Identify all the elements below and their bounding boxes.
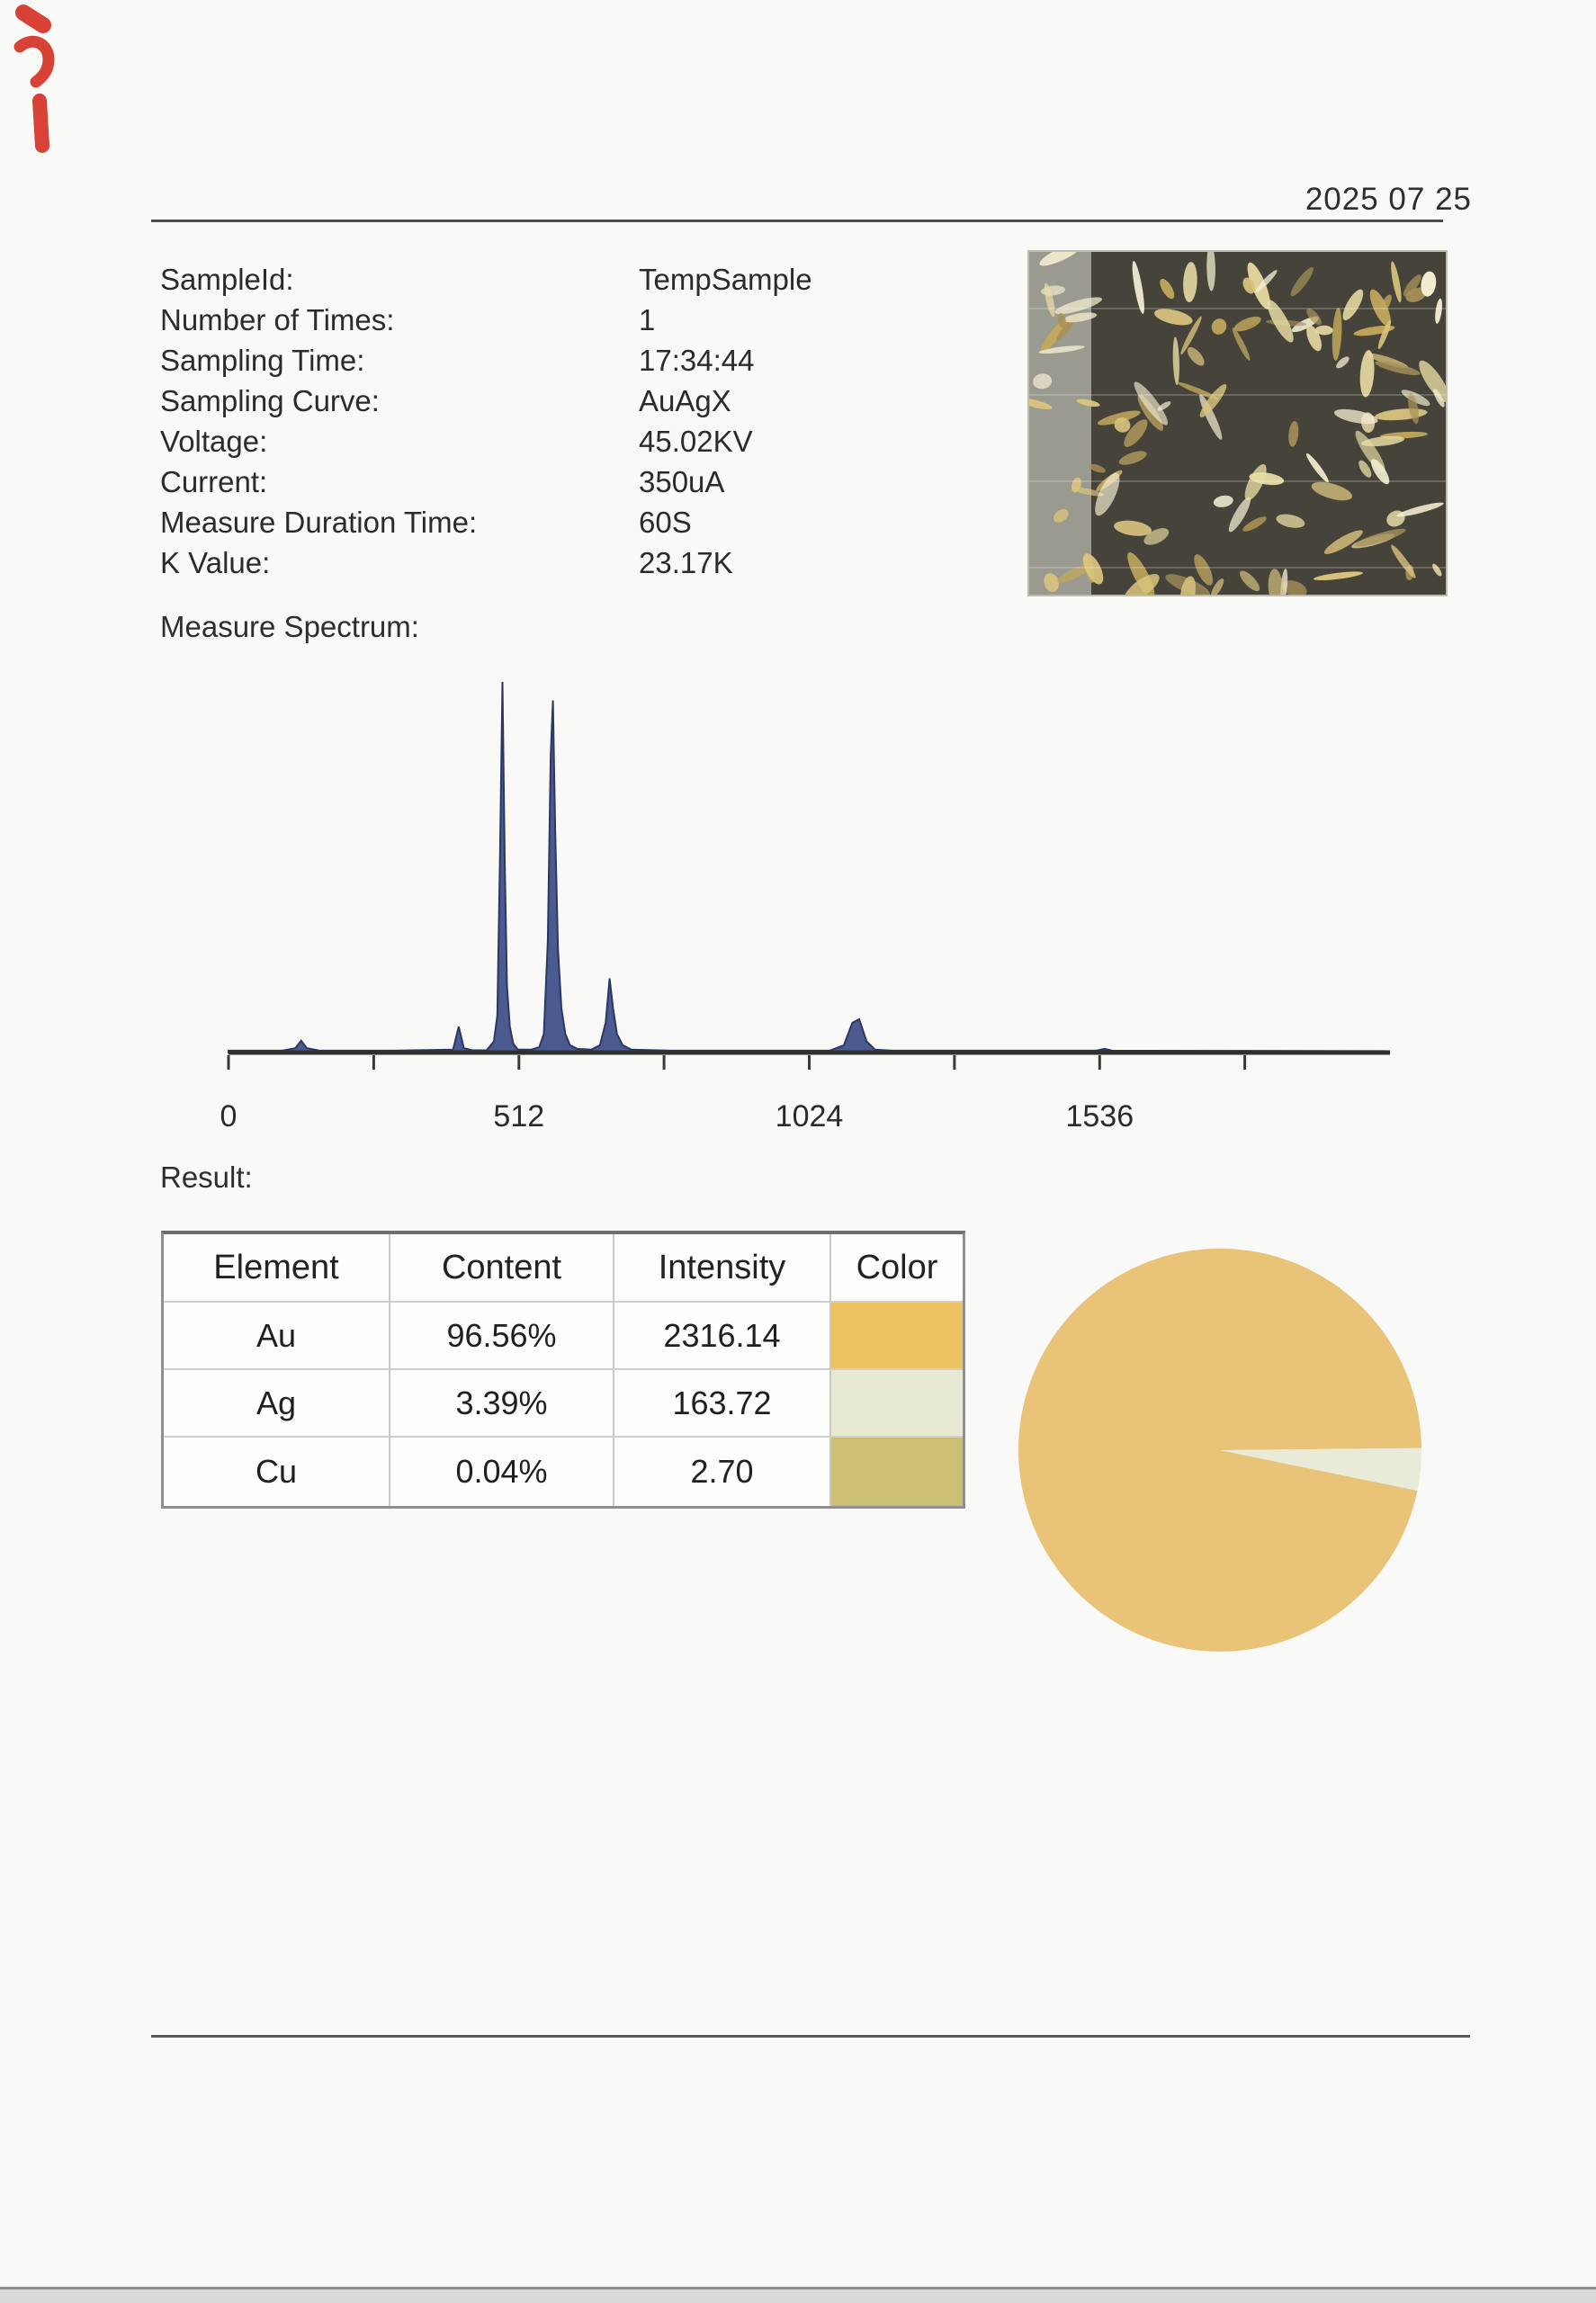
pie-slice-cu xyxy=(1220,1450,1417,1492)
gold-scrap-piece xyxy=(1142,524,1171,548)
gold-scrap-piece xyxy=(1042,282,1057,318)
gold-scrap-piece xyxy=(1241,514,1268,533)
table-cell-intensity: 2316.14 xyxy=(614,1303,831,1370)
gold-scrap-piece xyxy=(1414,356,1455,406)
gold-scrap-piece xyxy=(1241,461,1270,504)
gold-scrap-piece xyxy=(1315,325,1333,335)
info-row xyxy=(160,300,812,340)
info-row xyxy=(160,502,812,542)
gold-scrap-piece xyxy=(1076,398,1100,408)
info-value: 23.17K xyxy=(639,546,733,579)
table-header-element: Element xyxy=(164,1234,390,1303)
gold-scrap-piece xyxy=(1152,306,1194,328)
gold-scrap-piece xyxy=(1357,458,1375,479)
gold-scrap-piece xyxy=(1130,379,1172,429)
sample-photo-background xyxy=(1028,251,1447,596)
gold-scrap-piece xyxy=(1117,448,1148,468)
gold-scrap-piece xyxy=(1304,323,1325,353)
info-value: 60S xyxy=(639,506,692,539)
gold-scrap-piece xyxy=(1401,273,1424,300)
gold-scrap-piece xyxy=(1367,351,1410,371)
gold-scrap-piece xyxy=(1366,287,1394,329)
x-axis-labels xyxy=(220,1099,1134,1134)
color-swatch-ag xyxy=(831,1370,963,1438)
gold-scrap-piece xyxy=(1081,551,1097,584)
gold-scrap-piece xyxy=(1263,297,1298,345)
spectrum-section-title: Measure Spectrum: xyxy=(160,610,419,643)
gold-scrap-piece xyxy=(1120,569,1163,607)
table-header-intensity: Intensity xyxy=(614,1234,831,1303)
info-value: 17:34:44 xyxy=(639,344,755,377)
x-axis-ticks xyxy=(229,1055,1245,1070)
gold-scrap-piece xyxy=(1403,284,1429,305)
gold-scrap-piece xyxy=(1041,284,1066,297)
red-ink-stroke xyxy=(23,13,43,25)
gold-scrap-piece xyxy=(1055,560,1096,586)
gold-scrap-piece xyxy=(1088,462,1107,474)
footer-rule xyxy=(151,2035,1470,2038)
gold-scrap-piece xyxy=(1360,435,1404,448)
gold-scrap-piece xyxy=(1334,354,1351,370)
gold-scrap-piece xyxy=(1172,336,1180,385)
info-value: AuAgX xyxy=(639,384,731,417)
info-label: Sampling Time: xyxy=(160,344,365,377)
gold-scrap-piece xyxy=(1032,372,1053,390)
gold-scrap-piece xyxy=(1157,277,1177,301)
gold-scrap-piece xyxy=(1054,313,1080,343)
gold-scrap-piece xyxy=(1353,525,1407,550)
gold-scrap-piece xyxy=(1400,387,1432,408)
table-cell-intensity: 163.72 xyxy=(614,1370,831,1438)
gold-scrap-piece xyxy=(1190,551,1216,587)
table-header-color: Color xyxy=(831,1234,963,1303)
gold-scrap-piece xyxy=(1254,268,1279,294)
gold-scrap-piece xyxy=(1057,312,1067,328)
sample-photo-border xyxy=(1028,251,1447,596)
gold-scrap-piece xyxy=(1243,260,1275,312)
composition-pie-chart xyxy=(1018,1249,1421,1652)
gold-scrap-piece xyxy=(1367,456,1392,487)
pie-slice-au xyxy=(1018,1249,1421,1652)
info-row xyxy=(160,340,812,381)
info-label: Measure Duration Time: xyxy=(160,506,478,539)
spectrum-chart xyxy=(220,682,1390,1134)
info-label: Current: xyxy=(160,465,268,498)
gold-scrap-piece xyxy=(1225,495,1254,534)
gold-scrap-piece xyxy=(1358,350,1376,399)
gold-scrap-piece xyxy=(1267,569,1284,608)
gold-scrap-piece xyxy=(1038,317,1071,354)
gold-scrap-piece xyxy=(1097,408,1142,428)
x-axis-label: 0 xyxy=(220,1099,238,1134)
gold-scrap-piece xyxy=(1395,500,1444,519)
gold-scrap-piece xyxy=(1038,344,1085,355)
gold-scrap-piece xyxy=(1375,407,1428,422)
gold-scrap-piece xyxy=(1351,427,1390,476)
info-value: 1 xyxy=(639,303,656,336)
gold-scrap-piece xyxy=(1113,518,1152,538)
gold-scrap-piece xyxy=(1378,293,1394,315)
gold-scrap-piece xyxy=(1206,245,1215,291)
info-label: SampleId: xyxy=(160,263,294,296)
table-cell-element: Ag xyxy=(164,1370,390,1438)
gold-scrap-piece xyxy=(1353,324,1395,338)
gold-scrap-piece xyxy=(1130,260,1147,314)
gold-scrap-piece xyxy=(1241,275,1258,295)
report-date: 2025 07 25 xyxy=(1305,182,1472,217)
info-row xyxy=(160,381,812,421)
info-label: K Value: xyxy=(160,546,271,579)
gold-scrap-piece xyxy=(1079,551,1107,587)
gold-scrap-piece xyxy=(1374,358,1421,378)
red-ink-marks xyxy=(20,13,49,146)
info-value: 45.02KV xyxy=(639,425,753,458)
info-label: Sampling Curve: xyxy=(160,384,380,417)
gold-scrap-piece xyxy=(1275,512,1306,530)
gold-scrap-piece xyxy=(1360,412,1376,434)
gold-scrap-piece xyxy=(1237,568,1263,594)
info-label: Number of Times: xyxy=(160,303,395,336)
table-cell-content: 96.56% xyxy=(390,1303,614,1370)
gold-scrap-piece xyxy=(1209,316,1230,336)
info-value: TempSample xyxy=(639,263,812,296)
gold-scrap-piece xyxy=(1287,420,1300,447)
gold-scrap-piece xyxy=(1037,239,1084,270)
table-cell-element: Cu xyxy=(164,1438,390,1506)
gold-scrap-piece xyxy=(1376,319,1394,350)
gold-scrap-piece xyxy=(1112,416,1132,435)
gold-scrap-piece xyxy=(1314,569,1364,582)
gold-scrap-piece xyxy=(1209,577,1226,599)
gold-scrap-piece xyxy=(1051,506,1071,525)
gold-scrap-piece xyxy=(1339,287,1367,323)
gold-scrap-piece xyxy=(1182,262,1198,303)
gold-scrap-piece xyxy=(1405,565,1414,581)
gold-scrap-piece xyxy=(1380,431,1428,440)
gold-scrap-piece xyxy=(1304,306,1323,327)
gold-scrap-piece xyxy=(1266,318,1307,327)
gold-scrap-piece xyxy=(1123,550,1160,602)
gold-scrap-piece xyxy=(1389,261,1403,303)
gold-scrap-piece xyxy=(1090,470,1125,519)
gold-scrap-piece xyxy=(1184,345,1206,369)
info-row xyxy=(160,542,812,583)
gold-scrap-piece xyxy=(1290,313,1321,335)
result-table xyxy=(161,1231,965,1509)
spectrum-trace xyxy=(229,682,1390,1053)
gold-scrap-piece xyxy=(1331,308,1342,362)
gold-scrap-piece xyxy=(1384,507,1408,530)
gold-scrap-piece xyxy=(1406,392,1421,425)
info-row xyxy=(160,259,812,300)
sample-info-block xyxy=(160,259,812,583)
gold-scrap-piece xyxy=(1434,298,1444,324)
gold-scrap-piece xyxy=(1333,407,1379,427)
gold-scrap-piece xyxy=(1072,486,1104,498)
gold-scrap-piece xyxy=(1156,399,1172,412)
info-row xyxy=(160,461,812,502)
gold-scrap-piece xyxy=(1420,270,1438,297)
gold-scrap-piece xyxy=(1179,315,1204,355)
gold-scrap-piece xyxy=(1249,470,1285,487)
x-axis-label: 512 xyxy=(493,1099,545,1134)
gold-scrap-piece xyxy=(1431,388,1447,408)
gold-scrap-piece xyxy=(1178,575,1197,611)
gold-scrap-piece xyxy=(1213,494,1234,508)
color-swatch-cu xyxy=(831,1438,963,1506)
gold-scrap-piece xyxy=(1018,396,1054,411)
table-cell-content: 3.39% xyxy=(390,1370,614,1438)
gold-scrap-piece xyxy=(1322,526,1365,558)
gold-scrap-piece xyxy=(1176,380,1220,401)
color-swatch-au xyxy=(831,1303,963,1370)
gold-scrap-piece xyxy=(1163,569,1213,601)
info-value: 350uA xyxy=(639,465,725,498)
gold-scrap-piece xyxy=(1430,562,1443,578)
table-cell-intensity: 2.70 xyxy=(614,1438,831,1506)
gold-scrap-piece xyxy=(1197,392,1225,441)
info-row xyxy=(160,421,812,461)
red-ink-stroke xyxy=(20,41,49,82)
result-section-title: Result: xyxy=(160,1160,253,1194)
info-label: Voltage: xyxy=(160,425,268,458)
header-rule xyxy=(151,220,1443,222)
sample-photo xyxy=(1018,239,1455,611)
gold-scrap-piece xyxy=(1287,264,1316,299)
gold-scrap-piece xyxy=(1230,327,1251,363)
gold-scrap-piece xyxy=(1042,571,1062,594)
gold-scrap-piece xyxy=(1304,452,1331,484)
x-axis-label: 1536 xyxy=(1065,1099,1134,1134)
gold-scrap-piece xyxy=(1094,468,1125,494)
x-axis-label: 1024 xyxy=(775,1099,844,1134)
gold-scrap-piece xyxy=(1070,476,1083,493)
gold-scrap-piece xyxy=(1197,381,1230,420)
gold-scrap-piece xyxy=(1280,578,1309,601)
gold-scrap-piece xyxy=(1350,531,1396,551)
table-cell-content: 0.04% xyxy=(390,1438,614,1506)
gold-scrap-piece xyxy=(1279,569,1288,604)
table-header-content: Content xyxy=(390,1234,614,1303)
scan-edge-band xyxy=(0,2290,1596,2303)
gold-scrap-piece xyxy=(1310,479,1355,505)
gold-scrap-piece xyxy=(1134,392,1167,434)
table-cell-element: Au xyxy=(164,1303,390,1370)
pie-slice-ag xyxy=(1220,1448,1421,1491)
gold-scrap-piece xyxy=(1063,310,1098,324)
red-ink-stroke xyxy=(40,101,42,146)
gold-scrap-piece xyxy=(1388,543,1418,580)
gold-scrap-piece xyxy=(1054,294,1103,318)
gold-scrap-piece xyxy=(1233,314,1263,335)
gold-scrap-piece xyxy=(1120,416,1152,450)
